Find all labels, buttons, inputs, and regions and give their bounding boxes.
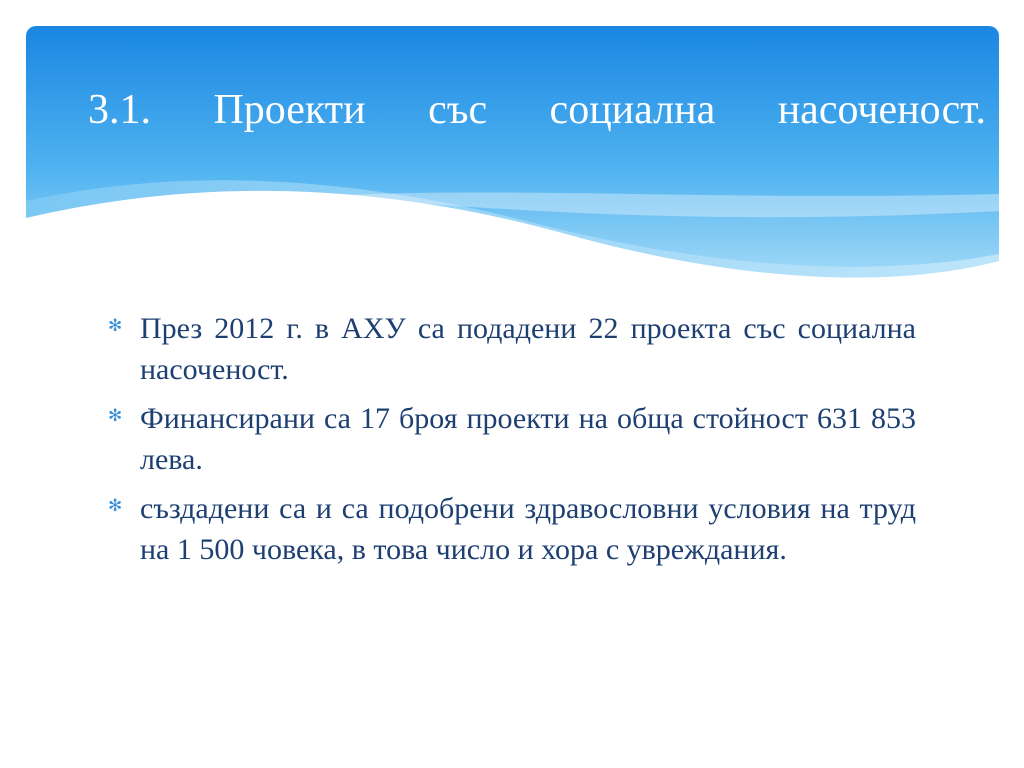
asterisk-icon: ✻ [108,496,123,516]
asterisk-icon: ✻ [108,316,123,336]
header-banner [26,26,999,286]
bullet-list [108,308,916,578]
asterisk-icon: ✻ [108,406,123,426]
list-item [108,488,916,570]
bullet-text: създадени са и са подобрени здравословни условия на труд на 1 500 човека, в това число и хора с увреждания. [140,492,916,566]
list-item [108,398,916,480]
bullet-text: Финансирани са 17 броя проекти на обща стойност 631 853 лева. [140,402,916,476]
bullet-text: През 2012 г. в АХУ са подадени 22 проекта със социална насоченост. [140,312,916,386]
page-title: 3.1. Проекти със социална насоченост. [88,87,986,133]
list-item [108,308,916,390]
wave-background [26,26,999,286]
